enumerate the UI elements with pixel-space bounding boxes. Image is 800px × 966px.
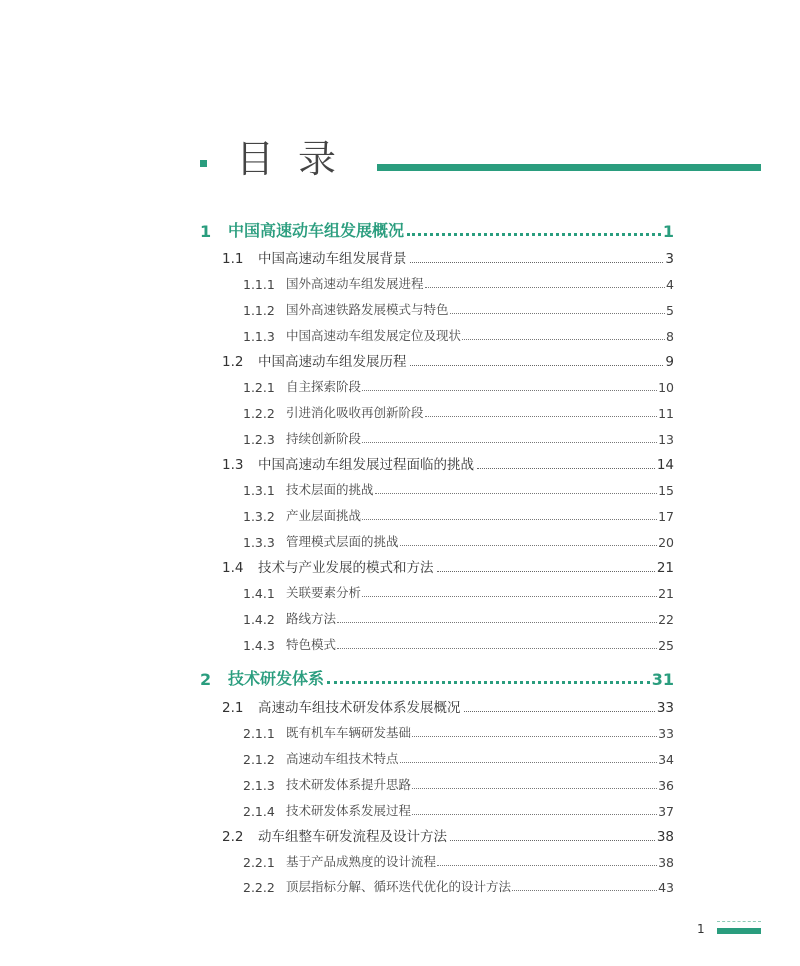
toc-entry-chapter[interactable] [200, 217, 674, 241]
toc-entry-title: 技术研发体系 [228, 669, 325, 688]
toc-entry-number: 1.2.2 [243, 406, 275, 421]
toc-entry-section[interactable] [222, 247, 674, 267]
toc-entry-number: 2.1 [222, 700, 244, 716]
toc-entry-page: 33 [656, 700, 674, 716]
toc-entry-title: 技术层面的挑战 [286, 482, 374, 497]
toc-entry-page: 22 [658, 612, 674, 627]
toc-leader-dots [437, 865, 657, 866]
toc-entry-title: 基于产品成熟度的设计流程 [286, 854, 437, 869]
toc-entry-subsection[interactable] [243, 801, 674, 819]
toc-leader-dots [425, 416, 658, 417]
toc-entry-subsection[interactable] [243, 377, 674, 395]
toc-leader-dots [477, 468, 655, 469]
toc-entry-title: 高速动车组技术研发体系发展概况 [258, 700, 461, 716]
toc-entry-title: 中国高速动车组发展过程面临的挑战 [258, 457, 474, 473]
toc-entry-number: 1.2.3 [243, 432, 275, 447]
toc-entry-page: 34 [658, 752, 674, 767]
toc-entry-subsection[interactable] [243, 749, 674, 767]
toc-entry-subsection[interactable] [243, 326, 674, 344]
toc-entry-number: 2.2 [222, 829, 244, 845]
toc-entry-page: 3 [665, 251, 674, 267]
toc-entry-subsection[interactable] [243, 506, 674, 524]
toc-leader-dots [400, 545, 658, 546]
toc-entry-title: 中国高速动车组发展概况 [228, 221, 405, 240]
toc-entry-subsection[interactable] [243, 609, 674, 627]
toc-entry-page: 21 [658, 586, 674, 601]
toc-entry-title: 自主探索阶段 [286, 379, 362, 394]
toc-entry-title: 中国高速动车组发展背景 [258, 251, 407, 267]
toc-leader-dots [450, 313, 666, 314]
toc-entry-section[interactable] [222, 696, 674, 716]
footer-dashed-line [717, 921, 761, 922]
toc-entry-section[interactable] [222, 556, 674, 576]
toc-entry-subsection[interactable] [243, 429, 674, 447]
page-title-char-2: 录 [298, 137, 337, 181]
toc-leader-dots [425, 287, 666, 288]
toc-entry-subsection[interactable] [243, 877, 674, 895]
toc-entry-title: 路线方法 [286, 611, 337, 626]
toc-entry-subsection[interactable] [243, 775, 674, 793]
toc-entry-number: 1.3 [222, 457, 244, 473]
toc-entry-title: 产业层面挑战 [286, 508, 362, 523]
toc-entry-title: 持续创新阶段 [286, 431, 362, 446]
toc-entry-page: 43 [658, 880, 674, 895]
toc-entry-title: 引进消化吸收再创新阶段 [286, 405, 424, 420]
toc-entry-section[interactable] [222, 825, 674, 845]
toc-entry-number: 2.1.1 [243, 726, 275, 741]
toc-entry-page: 4 [666, 277, 674, 292]
toc-entry-page: 10 [658, 380, 674, 395]
toc-entry-section[interactable] [222, 453, 674, 473]
toc-entry-page: 37 [658, 804, 674, 819]
toc-entry-title: 高速动车组技术特点 [286, 751, 399, 766]
toc-entry-title: 特色模式 [286, 637, 337, 652]
toc-entry-title: 关联要素分析 [286, 585, 362, 600]
toc-leader-dots [407, 233, 661, 236]
toc-entry-number: 2.1.2 [243, 752, 275, 767]
toc-entry-number: 2.1.4 [243, 804, 275, 819]
toc-entry-page: 20 [658, 535, 674, 550]
toc-entry-page: 13 [658, 432, 674, 447]
toc-leader-dots [362, 596, 657, 597]
toc-leader-dots [412, 788, 657, 789]
toc-entry-title: 技术研发体系发展过程 [286, 803, 412, 818]
toc-entry-page: 9 [665, 354, 674, 370]
toc-leader-dots [327, 681, 650, 684]
toc-entry-title: 管理模式层面的挑战 [286, 534, 399, 549]
toc-leader-dots [462, 339, 665, 340]
toc-leader-dots [450, 840, 655, 841]
toc-entry-number: 1.3.3 [243, 535, 275, 550]
toc-entry-title: 顶层指标分解、循环迭代优化的设计方法 [286, 879, 512, 894]
toc-entry-title: 中国高速动车组发展历程 [258, 354, 407, 370]
toc-leader-dots [337, 622, 657, 623]
toc-entry-page: 5 [666, 303, 674, 318]
toc-entry-number: 1.1.1 [243, 277, 275, 292]
toc-entry-chapter[interactable] [200, 665, 674, 689]
page-title-char-1: 目 [236, 137, 275, 181]
toc-leader-dots [410, 365, 664, 366]
toc-entry-page: 17 [658, 509, 674, 524]
toc-leader-dots [512, 890, 657, 891]
toc-entry-number: 1.2 [222, 354, 244, 370]
toc-entry-number: 1.1.3 [243, 329, 275, 344]
toc-entry-number: 1 [200, 222, 212, 241]
toc-entry-subsection[interactable] [243, 480, 674, 498]
toc-entry-subsection[interactable] [243, 532, 674, 550]
toc-entry-page: 33 [658, 726, 674, 741]
toc-entry-title: 既有机车车辆研发基础 [286, 725, 412, 740]
toc-entry-subsection[interactable] [243, 635, 674, 653]
toc-leader-dots [337, 648, 657, 649]
toc-entry-page: 21 [656, 560, 674, 576]
toc-entry-number: 1.4.1 [243, 586, 275, 601]
toc-leader-dots [412, 814, 657, 815]
footer-accent-bar [717, 928, 761, 934]
toc-entry-number: 1.4.2 [243, 612, 275, 627]
toc-leader-dots [400, 762, 658, 763]
toc-entry-subsection[interactable] [243, 300, 674, 318]
toc-entry-section[interactable] [222, 350, 674, 370]
toc-entry-title: 技术与产业发展的模式和方法 [258, 560, 434, 576]
toc-entry-title: 国外高速动车组发展进程 [286, 276, 424, 291]
toc-entry-subsection[interactable] [243, 852, 674, 870]
toc-entry-number: 1.1 [222, 251, 244, 267]
toc-entry-page: 36 [658, 778, 674, 793]
toc-entry-subsection[interactable] [243, 583, 674, 601]
page-number: 1 [697, 922, 705, 936]
toc-entry-title: 国外高速铁路发展模式与特色 [286, 302, 449, 317]
toc-leader-dots [362, 519, 657, 520]
toc-entry-title: 中国高速动车组发展定位及现状 [286, 328, 462, 343]
toc-leader-dots [362, 390, 657, 391]
toc-entry-subsection[interactable] [243, 723, 674, 741]
toc-entry-subsection[interactable] [243, 403, 674, 421]
toc-entry-number: 1.1.2 [243, 303, 275, 318]
toc-entry-page: 31 [651, 670, 674, 689]
toc-entry-page: 14 [656, 457, 674, 473]
toc-entry-page: 15 [658, 483, 674, 498]
toc-entry-number: 1.2.1 [243, 380, 275, 395]
toc-entry-subsection[interactable] [243, 274, 674, 292]
toc-entry-page: 38 [658, 855, 674, 870]
toc-entry-number: 1.4 [222, 560, 244, 576]
toc-entry-number: 2.1.3 [243, 778, 275, 793]
toc-entry-page: 8 [666, 329, 674, 344]
toc-entry-number: 1.3.1 [243, 483, 275, 498]
toc-entry-title: 动车组整车研发流程及设计方法 [258, 829, 447, 845]
toc-leader-dots [464, 711, 655, 712]
toc-leader-dots [375, 493, 658, 494]
toc-entry-number: 2.2.1 [243, 855, 275, 870]
toc-entry-page: 1 [662, 222, 674, 241]
toc-entry-number: 2.2.2 [243, 880, 275, 895]
toc-entry-number: 1.4.3 [243, 638, 275, 653]
toc-entry-page: 25 [658, 638, 674, 653]
toc-leader-dots [412, 736, 657, 737]
toc-entry-title: 技术研发体系提升思路 [286, 777, 412, 792]
toc-entry-number: 1.3.2 [243, 509, 275, 524]
toc-leader-dots [410, 262, 664, 263]
toc-leader-dots [437, 571, 655, 572]
toc-entry-number: 2 [200, 670, 212, 689]
toc-leader-dots [362, 442, 657, 443]
toc-entry-page: 11 [658, 406, 674, 421]
toc-entry-page: 38 [656, 829, 674, 845]
